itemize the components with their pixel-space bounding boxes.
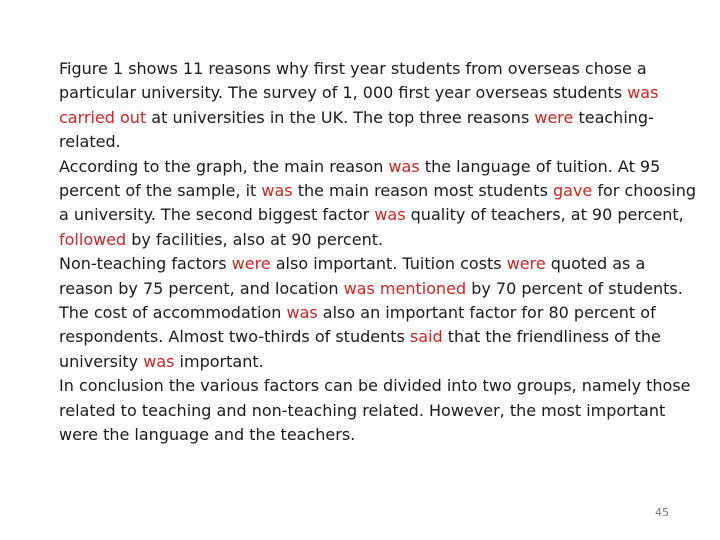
slide-body [59,57,699,448]
text-run: important. [174,351,264,371]
highlighted-verb: followed [59,229,127,249]
text-run: also important. Tuition costs [270,254,507,274]
highlighted-verb: was [261,181,293,201]
paragraph-intro [59,57,699,155]
highlighted-verb: was [143,351,175,371]
highlighted-verb: gave [552,181,593,201]
text-run: for choosing a university. The second biggest factor [59,181,697,225]
text-run: In conclusion the various factors can be divided into two groups, namely those related to teaching and non-teaching related. However, the most important were the language and the teachers. [59,376,691,445]
text-run: the language of tuition. At 95 percent of the sample, it [59,156,661,201]
highlighted-verb: was [286,303,318,323]
text-run: also an important factor for 80 percent of respondents. Almost two-thirds of students [59,303,656,347]
paragraph-non-teaching [59,252,699,374]
highlighted-verb: was [374,205,406,225]
highlighted-verb: was [388,156,420,176]
paragraph-main-reasons [59,155,699,253]
highlighted-verb: was carried out [59,83,659,127]
text-run: at universities in the UK. The top three reasons [146,107,535,127]
page-number: 45 [655,506,669,519]
text-run: According to the graph, the main reason [59,156,389,176]
highlighted-verb: were [506,254,546,274]
text-run: quoted as a reason by 75 percent, and location [59,254,646,298]
highlighted-verb: was mentioned [343,278,467,298]
text-run: Non-teaching factors [59,254,232,274]
paragraph-conclusion [59,374,699,447]
text-run: by 70 percent of students. The cost of accommodation [59,278,683,323]
text-run: teaching-related. [59,107,654,152]
highlighted-verb: were [231,254,271,274]
text-run: Figure 1 shows 11 reasons why first year students from overseas chose a particular university. The survey of 1, 000 first year overseas students [59,59,647,103]
text-run: by facilities, also at 90 percent. [126,229,384,249]
text-run: that the friendliness of the university [59,327,661,371]
highlighted-verb: were [534,107,574,127]
text-run: quality of teachers, at 90 percent, [405,205,684,225]
highlighted-verb: said [409,327,443,347]
text-run: the main reason most students [292,181,553,201]
